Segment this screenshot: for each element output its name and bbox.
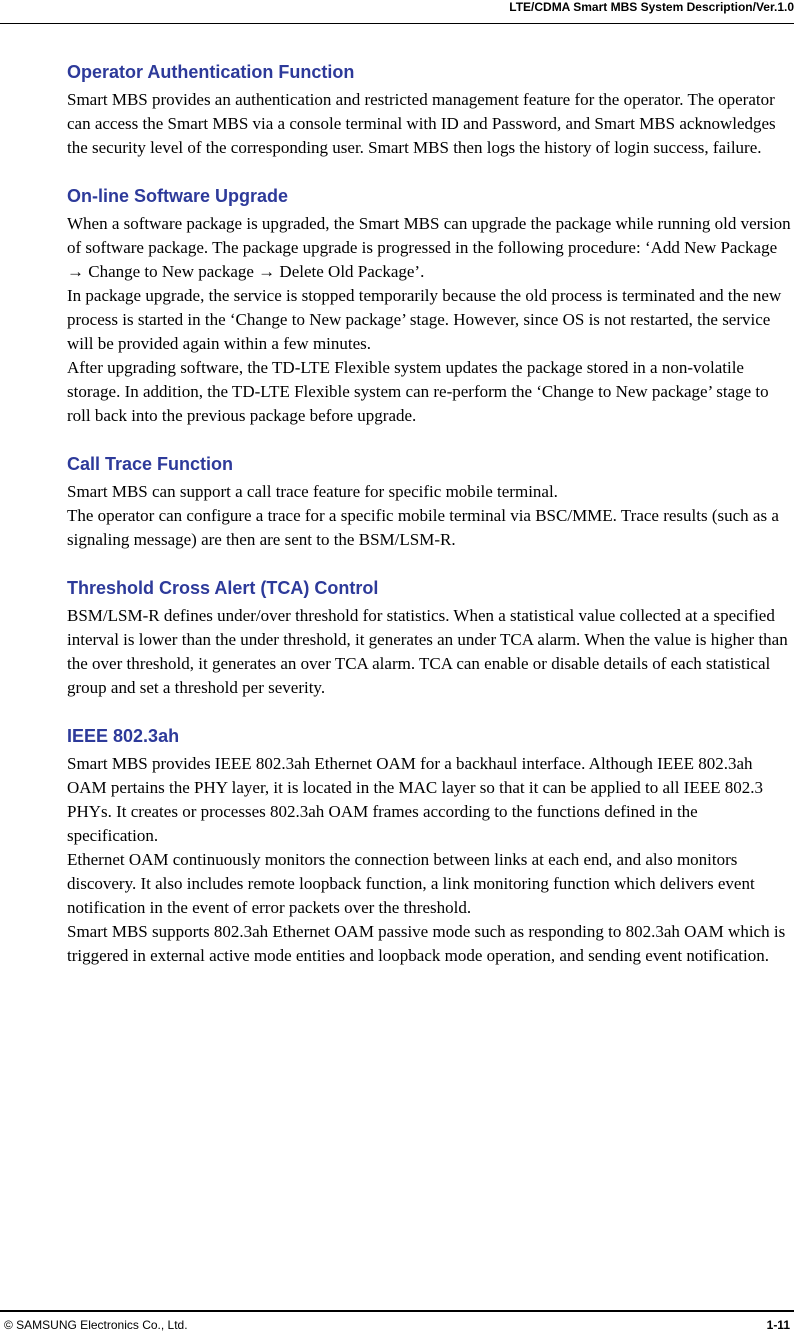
section-heading: Threshold Cross Alert (TCA) Control: [67, 578, 379, 598]
footer-copyright: © SAMSUNG Electronics Co., Ltd.: [4, 1318, 188, 1332]
paragraph: BSM/LSM-R defines under/over threshold for statistics. When a statistical value collected at a specified interval is lower than the under threshold, it generates an under TCA alarm. When the value is higher than the over threshold, it generates an over TCA alarm. TCA can enable or disable details of each statistical group and set a threshold per severity.: [67, 606, 788, 697]
paragraph: After upgrading software, the TD-LTE Flexible system updates the package stored in a non-volatile storage. In addition, the TD-LTE Flexible system can re-perform the ‘Change to New package’ stage to roll back into the previous package before upgrade.: [67, 358, 769, 425]
section-threshold-cross-alert: [67, 576, 792, 700]
section-call-trace: [67, 452, 792, 552]
paragraph: Smart MBS provides IEEE 802.3ah Ethernet OAM for a backhaul interface. Although IEEE 802.3ah OAM pertains the PHY layer, it is located in the MAC layer so that it can be applied to all IEEE 802.3 PHYs. It creates or processes 802.3ah OAM frames according to the functions defined in the specification.: [67, 754, 763, 845]
section-online-software-upgrade: [67, 184, 792, 428]
page-number: 1-11: [766, 1318, 790, 1332]
document-header-title: LTE/CDMA Smart MBS System Description/Ver.1.0: [509, 0, 794, 14]
footer-divider: [0, 1310, 794, 1312]
paragraph: The operator can configure a trace for a specific mobile terminal via BSC/MME. Trace results (such as a signaling message) are then are sent to the BSM/LSM-R.: [67, 506, 779, 549]
paragraph: Smart MBS can support a call trace feature for specific mobile terminal.: [67, 482, 558, 501]
paragraph: In package upgrade, the service is stopped temporarily because the old process is terminated and the new process is started in the ‘Change to New package’ stage. However, since OS is not restarted, the service will be provided again within a few minutes.: [67, 286, 782, 353]
document-body: [67, 60, 792, 992]
section-heading: Call Trace Function: [67, 454, 234, 474]
paragraph: Smart MBS provides an authentication and restricted management feature for the operator. The operator can access the Smart MBS via a console terminal with ID and Password, and Smart MBS acknowledges the security level of the corresponding user. Smart MBS then logs the history of login success, failure.: [67, 90, 776, 157]
section-operator-authentication: [67, 60, 792, 160]
header-divider: [0, 23, 794, 24]
section-heading: IEEE 802.3ah: [67, 726, 180, 746]
paragraph: Smart MBS supports 802.3ah Ethernet OAM passive mode such as responding to 802.3ah OAM which is triggered in external active mode entities and loopback mode operation, and sending event notification.: [67, 922, 786, 965]
paragraph: Ethernet OAM continuously monitors the connection between links at each end, and also monitors discovery. It also includes remote loopback function, a link monitoring function which delivers event notification in the event of error packets over the threshold.: [67, 850, 755, 917]
paragraph: When a software package is upgraded, the Smart MBS can upgrade the package while running old version of software package. The package upgrade is progressed in the following procedure: ‘Add New Package → Change to New package → Delete Old Package’.: [67, 214, 791, 281]
section-ieee-802-3ah: [67, 724, 792, 968]
section-heading: Operator Authentication Function: [67, 62, 355, 82]
section-heading: On-line Software Upgrade: [67, 186, 289, 206]
